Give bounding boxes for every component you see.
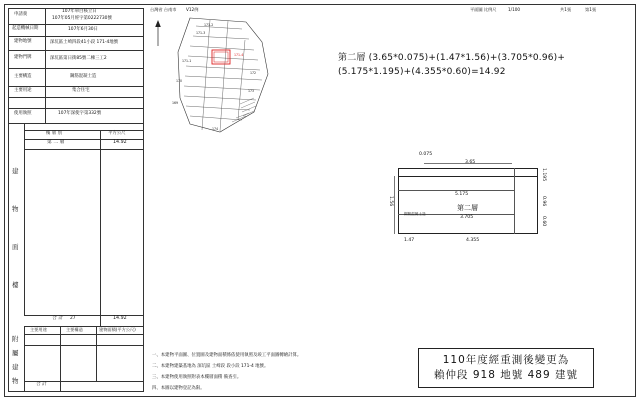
row-sep-3 — [8, 50, 144, 51]
dim-inner-2: 3.705 — [460, 215, 474, 220]
area-total-label: 合 計 — [52, 316, 64, 321]
attached-bottom — [8, 391, 144, 392]
info-label-4: 主要構造 — [14, 74, 32, 79]
diagram-side-note: 鋼筋混凝土造 — [404, 212, 426, 216]
svg-text:170: 170 — [176, 79, 183, 83]
row-sep-1 — [8, 24, 144, 25]
svg-text:174: 174 — [212, 127, 219, 131]
dim-right-2: 0.96 — [541, 196, 546, 207]
vertical-label-0: 建 — [12, 167, 19, 175]
header-scale-value: 1/100 — [508, 7, 521, 12]
note-1: 二、本建物建築基地為 深坑區 土崎段 段小段 171-4 地號。 — [152, 364, 269, 369]
north-arrow — [155, 20, 161, 46]
svg-text:172: 172 — [250, 71, 257, 75]
svg-text:171-4: 171-4 — [234, 53, 244, 57]
dim-bottom-2: 4.355 — [466, 238, 480, 243]
attached-total-label: 合 計 — [36, 382, 47, 387]
dim-top-line — [424, 163, 512, 164]
info-value-2: 深坑區土崎四段41小段 171-4地號 — [50, 40, 119, 45]
note-2: 三、本建物使用執照附表本樓層面積 備查引。 — [152, 375, 242, 380]
info-value-5: 集合住宅 — [72, 88, 90, 93]
info-value-4: 鋼筋混凝土造 — [70, 74, 97, 79]
vertical-label-divider — [24, 123, 25, 315]
attached-col1-header: 主要用途 — [30, 327, 47, 332]
note-0: 一、本建物平面圖、位置圖及建物面積係依使用執照及竣工平面圖轉繪計算。 — [152, 353, 302, 358]
header-page-value: 第1張 — [585, 7, 597, 12]
area-total-count: 27 — [70, 316, 76, 321]
svg-text:171-3: 171-3 — [196, 31, 206, 35]
area-row-floor: 第 二 層 — [47, 140, 65, 145]
row-sep-6 — [8, 97, 144, 98]
dim-right-1: 1.195 — [541, 168, 546, 182]
vertical-label-3: 樓 — [12, 281, 19, 289]
row-sep-2 — [8, 36, 144, 37]
info-label-5: 主要用途 — [14, 88, 32, 93]
info-value-0a: 107年單白核立日 — [62, 9, 97, 14]
area-total-value: 14.92 — [113, 316, 127, 321]
revision-stamp-line2: 賴仲段 918 地號 489 建號 — [434, 369, 578, 381]
info-label-6: 使用執照 — [14, 111, 32, 116]
dim-left-line — [394, 176, 395, 234]
attached-col2 — [96, 326, 97, 381]
cadastral-map — [150, 12, 290, 142]
svg-text:173: 173 — [248, 89, 255, 93]
info-label-2: 建物地號 — [14, 39, 32, 44]
diagram-floor-label: 第二層 — [457, 204, 478, 212]
area-formula: 第二層 (3.65*0.075)+(1.47*1.56)+(3.705*0.96)+(5.175*1.195)+(4.355*0.60)=14.92 — [338, 53, 566, 77]
info-value-6: 107年深使字第332號 — [58, 111, 102, 116]
row-sep-5 — [8, 86, 144, 87]
dim-right-3: 0.60 — [541, 216, 546, 227]
row-sep-8 — [8, 123, 144, 124]
floor-step-left — [398, 168, 399, 176]
floor-step-top — [398, 168, 538, 169]
header-left-value: V12例 — [186, 7, 199, 12]
revision-stamp — [418, 348, 594, 388]
inner-partition-2 — [514, 168, 515, 234]
row-sep-7 — [8, 108, 144, 109]
table-border-left — [8, 8, 9, 391]
attached-label-1: 屬 — [12, 349, 19, 357]
dim-left: 1.56 — [388, 196, 393, 207]
info-label-0: 申請義 — [14, 12, 28, 17]
attached-head-bot — [24, 334, 144, 335]
floor-step-right — [537, 168, 538, 176]
info-value-3: 深坑區第日街85號二棟三工2 — [50, 56, 107, 61]
row-sep-4 — [8, 68, 144, 69]
svg-text:171-1: 171-1 — [182, 59, 192, 63]
vertical-label-2: 面 — [12, 243, 19, 251]
attached-col1 — [60, 326, 61, 391]
info-label-3: 建物門牌 — [14, 55, 32, 60]
area-row-1 — [24, 149, 144, 150]
area-col1-header: 樓 層 別 — [46, 131, 62, 136]
header-page-label: 共1張 — [560, 7, 572, 12]
vertical-label-1: 物 — [12, 205, 19, 213]
revision-stamp-line1: 110年度經重測後變更為 — [442, 353, 570, 366]
attached-label-0: 附 — [12, 335, 19, 343]
inner-partition-1 — [398, 190, 514, 191]
header-left-label: 台灣省 台南巿 — [150, 7, 177, 12]
info-label-1: 起造機械日期 — [12, 26, 39, 31]
svg-text:169: 169 — [172, 101, 179, 105]
attached-col3-header: 建物面積(平方公尺) — [99, 327, 136, 332]
attached-row-1 — [24, 345, 144, 346]
dim-bottom-1: 1.47 — [404, 238, 415, 243]
area-head-top — [24, 130, 144, 131]
area-col2-header: 平方公尺 — [108, 131, 126, 136]
area-col-divider — [100, 130, 101, 326]
header-scale-label: 平面圖 比例尺 — [470, 7, 497, 12]
info-value-1: 107年6月30日 — [68, 27, 98, 32]
area-row-value: 14.92 — [113, 140, 127, 145]
attached-label-2: 建 — [12, 363, 19, 371]
table-border-col1 — [45, 8, 46, 123]
attached-col2-header: 主要構造 — [66, 327, 83, 332]
attached-label-3: 物 — [12, 377, 19, 385]
info-value-0b: 107年05月經字第0222730號 — [52, 16, 112, 21]
note-3: 四、本圖以建物登記為限。 — [152, 386, 205, 391]
dim-inner-1: 5.175 — [455, 192, 469, 197]
dim-top-small: 0.075 — [419, 152, 433, 157]
svg-text:171-2: 171-2 — [204, 23, 214, 27]
